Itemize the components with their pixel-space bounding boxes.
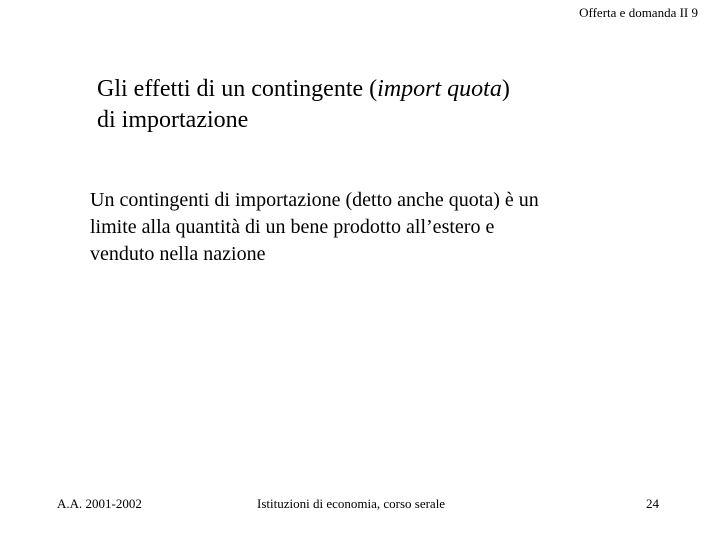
- slide-body: [90, 187, 690, 268]
- title-italic-term: import quota: [377, 76, 502, 102]
- slide-title-line-2: di importazione: [97, 107, 249, 133]
- body-line-2: limite alla quantità di un bene prodotto all’estero e: [90, 216, 495, 238]
- slide-title-line-1: [97, 74, 657, 105]
- title-text-end: ): [501, 76, 510, 102]
- title-text-start: Gli effetti di un contingente (: [97, 76, 378, 102]
- header-note: Offerta e domanda II 9: [579, 5, 698, 20]
- slide-title: [97, 74, 657, 136]
- footer-page-number: 24: [646, 496, 659, 511]
- body-line-3: venduto nella nazione: [90, 243, 266, 265]
- footer-course: Istituzioni di economia, corso serale: [257, 496, 446, 511]
- footer-academic-year: A.A. 2001-2002: [57, 496, 142, 511]
- body-line-1: Un contingenti di importazione (detto anche quota) è un: [90, 189, 539, 211]
